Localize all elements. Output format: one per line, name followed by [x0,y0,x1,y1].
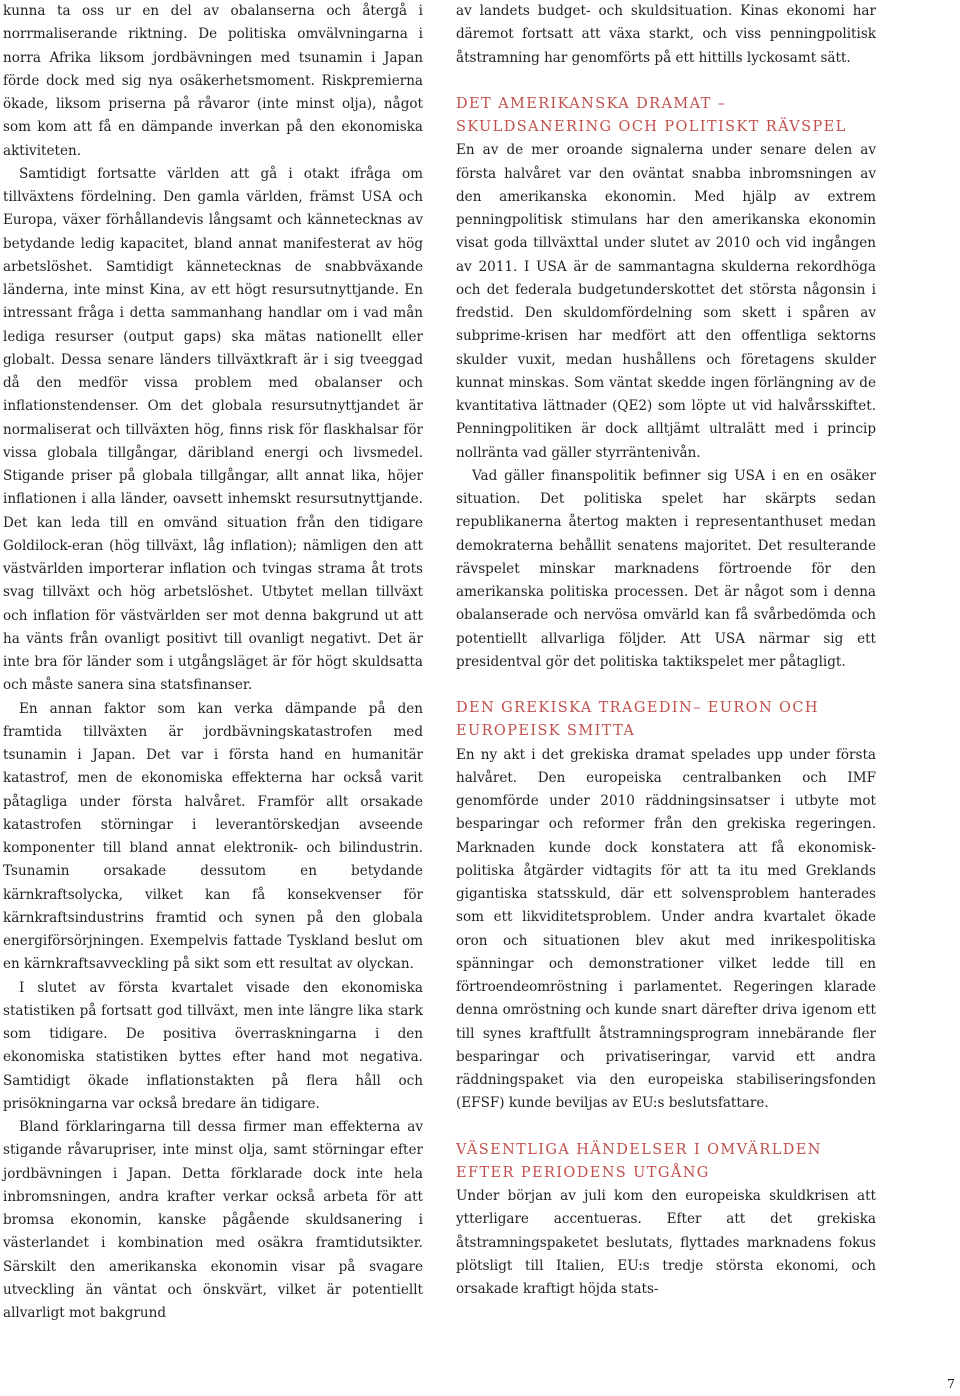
paragraph: En av de mer oroande signalerna under senare delen av första halvåret var den oväntat snabba inbromsningen av den amerikanska ekonomin. Med hjälp av extrem penningpolitisk stimulans har den amerikanska ekonomin visat goda tillväxttal under slutet av 2010 och vid ingången av 2011. I USA är de sammantagna skulderna rekordhöga och det federala budgetunderskottet det största någonsin i fredstid. Den skuldomfördelning som skett i spåren av subprime-krisen har medfört att den offentliga sektorns skulder vuxit, medan hushållens och företagens skulder kunnat minskas. Som väntat skedde ingen förlängning av de kvantitativa lättnader (QE2) som löpte ut vid halvårsskiftet. Penningpolitiken är dock alltjämt ultralätt med i princip nollränta vad gäller styrräntenivån. [456,142,876,461]
page-number: 7 [947,1376,955,1391]
paragraph: Vad gäller finanspolitik befinner sig USA i en en osäker situation. Det politiska spelet har skärpts sedan republikanerna återtog makten i representanthuset medan demokraterna behållit senatens majoritet. Det resulterande rävspelet minskar marknadens förtroende för den amerikanska politiska processen. Det är något som i denna obalanserade och nervösa omvärld kan få svårbedömda och potentiellt allvarliga följder. Att USA närmar sig ett presidentval gör det politiska taktikspelet mer påtagligt. [456,467,876,670]
right-column [456,0,876,1301]
paragraph: En ny akt i det grekiska dramat spelades upp under första halvåret. Den europeiska centralbanken och IMF genomförde under 2010 räddningsinsatser i utbyte mot besparingar och reformer från den grekiska regeringen. Marknaden kunde dock konstatera att få ekonomisk-politiska åtgärder vidtagits för att ta itu med Greklands gigantiska statsskuld, där ett solvensproblem hanterades som ett likviditetsproblem. Under andra kvartalet ökade oron och situationen blev akut med inrikespolitiska spänningar och demonstrationer vilket ledde till en förtroendeomröstning i parlamentet. Regeringen klarade denna omröstning och kunde snart därefter driva igenom ett till synes kraftfullt åtstramningsprogram innebärande fler besparingar och privatiseringar, varvid ett andra räddningspaket via den europeiska stabiliseringsfonden (EFSF) kunde beviljas av EU:s beslutsfattare. [456,746,876,1112]
paragraph: Samtidigt fortsatte världen att gå i otakt ifråga om tillväxtens fördelning. Den gamla världen, främst USA och Europa, växer förhållandevis långsamt och kännetecknas av betydande ledig kapacitet, bland annat manifesterat av hög arbetslöshet. Samtidigt kännetecknas de snabbväxande länderna, inte minst Kina, av ett högt resursutnyttjande. En intressant fråga i detta sammanhang handlar om i vad mån lediga resurser (output gaps) ska mätas nationellt eller globalt. Dessa senare länders tillväxtkraft är i sig tveeggad då den medför vissa problem med obalanser och inflationstendenser. Om det globala resursutnyttjandet är normaliserat och tillväxten hög, finns risk för flaskhalsar för vissa globala tillgångar, däribland energi och livsmedel. Stigande priser på globala tillgångar, allt annat lika, höjer inflationen i alla länder, oavsett inhemskt resursutnyttjande. Det kan leda till en omvänd situation från den tidigare Goldilock-eran (hög tillväxt, låg inflation); nämligen den att västvärlden importerar inflation och tvingas strama åt trots svag tillväxt och hög arbetslöshet. Utbytet mellan tillväxt och inflation för västvärlden ser mot denna bakgrund ut att ha vänts från ovanligt positivt till ovanligt negativt. Det är inte bra för länder som i utgångsläget är för högt skuldsatta och måste sanera sina statsfinanser. [3,165,423,694]
paragraph: Bland förklaringarna till dessa firmer man effekterna av stigande råvarupriser, inte minst olja, samt störningar efter jordbävningen i Japan. Detta förklarade dock inte hela inbromsningen, andra krafter verkar också arbeta för att bromsa ekonomin, kanske pågående skuldsanering i västerlandet i kombination med osäkra framtidutsikter. Särskilt den amerikanska ekonomin visar på svagare utveckling än väntat och önskvärt, vilket är potentiellt allvarligt mot bakgrund [3,1119,423,1321]
paragraph: En annan faktor som kan verka dämpande på den framtida tillväxten är jordbävningskatastrofen med tsunamin i Japan. Det var i första hand en humanitär katastrof, men de ekonomiska effekterna har också varit påtagliga under första halvåret. Framför allt orsakade katastrofen störningar i leverantörskedjan avseende komponenter till bland annat elektronik- och bilindustrin. Tsunamin orsakade dessutom en betydande kärnkraftsolycka, vilket kan få konsekvenser för kärnkraftsindustrins framtid och synen på den globala energiförsörjningen. Exempelvis fattade Tyskland beslut om en kärnkraftsavveckling på sikt som ett resultat av olyckan. [3,700,423,973]
paragraph: I slutet av första kvartalet visade den ekonomiska statistiken på fortsatt god tillväxt, men inte längre lika stark som tidigare. De positiva överraskningarna i den ekonomiska statistiken byttes efter hand mot negativa. Samtidigt ökade inflationstakten på flera håll och prisökningarna var också bredare än tidigare. [3,979,423,1112]
paragraph: av landets budget- och skuldsituation. Kinas ekonomi har däremot fortsatt att växa starkt, och viss penningpolitisk åtstramning har genomförts på ett hittills lyckosamt sätt. [456,3,876,66]
left-column [3,0,423,1325]
paragraph: kunna ta oss ur en del av obalanserna och återgå i norrmaliserande riktning. De politiska omvälvningarna i norra Afrika liksom jordbävningen med tsunamin i Japan förde dock med sig nya osäkerhetsmoment. Riskpremierna ökade, liksom priserna på råvaror (inte minst olja), något som kom att få en dämpande inverkan på den ekonomiska aktiviteten. [3,3,423,159]
section-heading-us: DET AMERIKANSKA DRAMAT – SKULDSANERING OCH POLITISKT RÄVSPEL [456,95,847,135]
paragraph: Under början av juli kom den europeiska skuldkrisen att ytterligare accentueras. Efter att det grekiska åtstramningspaketet beslutats, flyttades marknadens fokus plötsligt till Italien, EU:s tredje största ekonomi, och orsakade kraftigt höjda stats- [456,1188,876,1297]
section-heading-after-period: VÄSENTLIGA HÄNDELSER I OMVÄRLDEN EFTER PERIODENS UTGÅNG [456,1141,822,1181]
section-heading-greece: DEN GREKISKA TRAGEDIN– EURON OCH EUROPEISK SMITTA [456,700,819,740]
